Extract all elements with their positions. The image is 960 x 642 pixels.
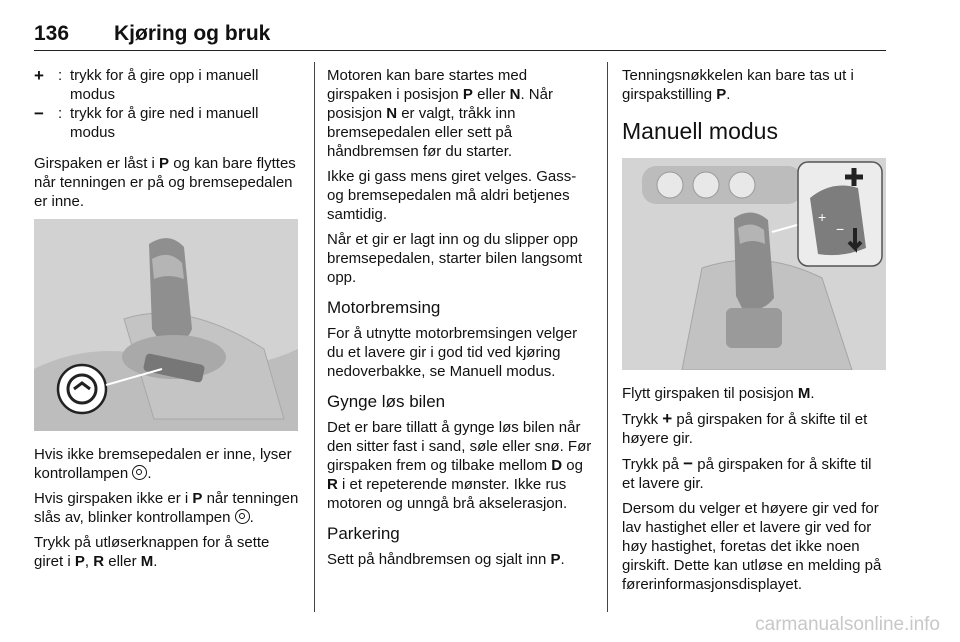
page-number: 136 <box>34 22 70 45</box>
paragraph: For å utnytte motorbremsingen velger du et lavere gir i god tid ved kjøring nedoverbakke, se Manuell modus. <box>327 325 578 380</box>
paragraph: Sett på håndbremsen og sjalt inn P. <box>327 551 565 568</box>
paragraph: Flytt girspaken til posisjon M. <box>622 385 815 402</box>
column-2 <box>327 66 592 575</box>
paragraph: Hvis ikke bremsepedalen er inne, lyser kontrollampen . <box>34 446 292 482</box>
watermark: carmanualsonline.info <box>755 614 940 635</box>
minus-icon: − <box>683 454 694 473</box>
section-heading: Parkering <box>327 524 400 543</box>
brake-pedal-warning-icon <box>235 509 250 524</box>
definition-minus: − : trykk for å gire ned i manuell modus <box>34 104 300 142</box>
column-divider <box>607 62 608 612</box>
minus-icon: − <box>34 104 44 123</box>
section-heading: Manuell modus <box>622 118 778 144</box>
paragraph: Trykk på utløserknappen for å sette giret i P, R eller M. <box>34 534 270 570</box>
definition-plus: + : trykk for å gire opp i manuell modus <box>34 66 300 104</box>
svg-text:−: − <box>836 221 845 237</box>
svg-text:+: + <box>818 209 827 225</box>
definition-text: trykk for å gire ned i manuell modus <box>70 105 259 141</box>
paragraph: Når et gir er lagt inn og du slipper opp bremsepedalen, starter bilen langsomt opp. <box>327 231 583 286</box>
paragraph: Girspaken er låst i P og kan bare flyttes når tenningen er på og bremsepedalen er inne. <box>34 155 296 210</box>
column-divider <box>314 62 315 612</box>
paragraph: Trykk + på girspaken for å skifte til et høyere gir. <box>622 409 868 447</box>
paragraph: Tenningsnøkkelen kan bare tas ut i girspakstilling P. <box>622 67 854 103</box>
paragraph: Dersom du velger et høyere gir ved for lav hastighet eller et lavere gir ved for høy hastighet, foretas det ikke noen girskift. Dette kan utløse en melding på førerinformasjonsdisplayet. <box>622 500 882 593</box>
paragraph: Ikke gi gass mens giret velges. Gass- og bremsepedalen må aldri betjenes samtidig. <box>327 168 577 223</box>
section-heading: Motorbremsing <box>327 298 441 317</box>
section-heading: Gynge løs bilen <box>327 392 446 411</box>
gear-lever-photo <box>34 219 298 431</box>
page-title: Kjøring og bruk <box>114 22 271 45</box>
brake-pedal-warning-icon <box>132 465 147 480</box>
page-header <box>34 22 886 51</box>
paragraph: Trykk på − på girspaken for å skifte til et lavere gir. <box>622 454 872 492</box>
paragraph: Motoren kan bare startes med girspaken i posisjon P eller N. Når posisjon N er valgt, tråkk inn bremsepedalen eller sett på håndbremsen før du starter. <box>327 67 553 160</box>
plus-icon: + <box>34 66 44 85</box>
column-3 <box>622 66 886 600</box>
manual-mode-photo <box>622 158 886 370</box>
paragraph: Det er bare tillatt å gynge løs bilen når den sitter fast i sand, søle eller snø. Før girspaken frem og tilbake mellom D og R i et repeterende mønster. Ikke rus motoren og unngå brå akselerasjon. <box>327 419 592 512</box>
plus-icon: + <box>662 409 673 428</box>
column-1 <box>34 66 300 577</box>
paragraph: Hvis girspaken ikke er i P når tenningen slås av, blinker kontrollampen . <box>34 490 299 526</box>
definition-text: trykk for å gire opp i manuell modus <box>70 67 259 103</box>
